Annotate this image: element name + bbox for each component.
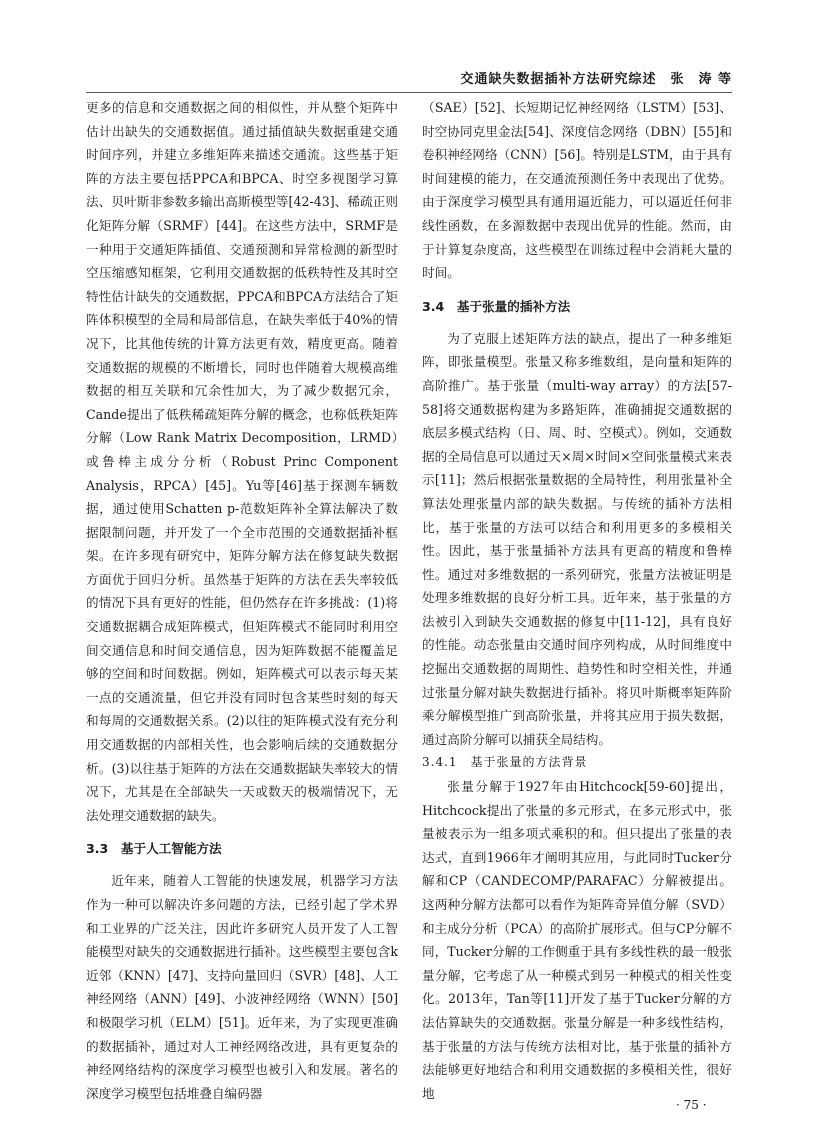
running-header — [86, 0, 732, 93]
section-heading-3-4: 3.4 基于张量的插补方法 — [422, 298, 571, 314]
right-paragraph-3: 张量分解于1927年由Hitchcock[59-60]提出，Hitchcock提出了张量的多元形式，在多元形式中，张量被表示为一组多项式乘积的和。但只提出了张量的表达式，直到1966年才阐明其应用，与此同时Tucker分解和CP（CANDECOMP/PARAFAC）分解被提出。这两种分解方法都可以看作为矩阵奇异值分解（SVD）和主成分分析（PCA）的高阶扩展形式。但与CP分解不同，Tucker分解的工作侧重于具有多线性秩的最一般张量分解，它考虑了从一种模式到另一种模式的相关性变化。2013年，Tan等[11]开发了基于Tucker分解的方法估算缺失的交通数据。张量分解是一种多线性结构，基于张量的方法与传统方法相对比，基于张量的插补方法能够更好地结合和利用交通数据的多模相关性，很好地 — [422, 779, 732, 1101]
header-rule — [86, 92, 732, 93]
left-column — [86, 96, 398, 1101]
left-paragraph-2: 近年来，随着人工智能的快速发展，机器学习方法作为一种可以解决许多问题的方法，已经引起了学术界和工业界的广泛关注，因此许多研究人员开发了人工智能模型对缺失的交通数据进行插补。这些模型主要包含k近邻（KNN）[47]、支持向量回归（SVR）[48]、人工神经网络（ANN）[49]、小波神经网络（WNN）[50]和极限学习机（ELM）[51]。近年来，为了实现更准确的数据插补，通过对人工神经网络改进，具有更复杂的神经网络结构的深度学习模型也被引入和发展。著名的深度学习模型包括堆叠自编码器 — [86, 873, 398, 1101]
running-title: 交通缺失数据插补方法研究综述 张 涛 等 — [460, 72, 732, 87]
right-column — [422, 96, 732, 1101]
section-heading-3-3: 3.3 基于人工智能方法 — [86, 841, 222, 857]
right-paragraph-1: （SAE）[52]、长短期记忆神经网络（LSTM）[53]、时空协同克里金法[54]、深度信念网络（DBN）[55]和卷积神经网络（CNN）[56]。特别是LSTM，由于具有时间建模的能力，在交通流预测任务中表现出了优势。由于深度学习模型具有通用逼近能力，可以逼近任何非线性函数，在多源数据中表现出优异的性能。然而，由于计算复杂度高，这些模型在训练过程中会消耗大量的时间。 — [422, 100, 732, 281]
right-paragraph-2: 为了克服上述矩阵方法的缺点，提出了一种多维矩阵，即张量模型。张量又称多维数组，是向量和矩阵的高阶推广。基于张量（multi-way array）的方法[57-58]将交通数据构建为多路矩阵，准确捕捉交通数据的底层多模式结构（日、周、时、空模式）。例如，交通数据的全局信息可以通过天×周×时间×空间张量模式来表示[11]；然后根据张量数据的全局特性，利用张量补全算法处理张量内部的缺失数据。与传统的插补方法相比，基于张量的方法可以结合和利用更多的多模相关性。因此，基于张量插补方法具有更高的精度和鲁棒性。通过对多维数据的一系列研究，张量方法被证明是处理多维数据的良好分析工具。近年来，基于张量的方法被引入到缺失交通数据的修复中[11-12]，具有良好的性能。动态张量由交通时间序列构成，从时间维度中挖掘出交通数据的周期性、趋势性和时空相关性，并通过张量分解对缺失数据进行插补。将贝叶斯概率矩阵阶乘分解模型推广到高阶张量，并将其应用于损失数据，通过高阶分解可以捕获全局结构。 — [422, 330, 732, 747]
page-number: · 75 · — [676, 1098, 707, 1112]
left-paragraph-1: 更多的信息和交通数据之间的相似性，并从整个矩阵中估计出缺失的交通数据值。通过插值缺失数据重建交通时间序列，并建立多维矩阵来描述交通流。这些基于矩阵的方法主要包括PPCA和BPCA、时空多视图学习算法、贝叶斯非参数多输出高斯模型等[42-43]、稀疏正则化矩阵分解（SRMF）[44]。在这些方法中，SRMF是一种用于交通矩阵插值、交通预测和异常检测的新型时空压缩感知框架，它利用交通数据的低秩特性及其时空特性估计缺失的交通数据，PPCA和BPCA方法结合了矩阵体积模型的全局和局部信息，在缺失率低于40%的情况下，比其他传统的计算方法更有效，精度更高。随着交通数据的规模的不断增长，同时也伴随着大规模高维数据的相互关联和冗余性加大，为了减少数据冗余，Cande提出了低秩稀疏矩阵分解的概念，也称低秩矩阵分解（Low Rank Matrix Decomposition，LRMD）或鲁棒主成分分析（Robust Princ Component Analysis，RPCA）[45]。Yu等[46]基于探测车辆数据，通过使用Schatten p-范数矩阵补全算法解决了数据限制问题，并开发了一个全市范围的交通数据插补框架。在许多现有研究中，矩阵分解方法在修复缺失数据方面优于回归分析。虽然基于矩阵的方法在丢失率较低的情况下具有更好的性能，但仍然存在许多挑战：(1)将交通数据耦合成矩阵模式，但矩阵模式不能同时利用空间交通信息和时间交通信息，因为矩阵数据不能覆盖足够的空间和时间数据。例如，矩阵模式可以表示每天某一点的交通流量，但它并没有同时包含某些时刻的每天和每周的交通数据关系。(2)以往的矩阵模式没有充分利用交通数据的内部相关性，也会影响后续的交通数据分析。(3)以往基于矩阵的方法在交通数据缺失率较大的情况下，尤其是在全部缺失一天或数天的极端情况下，无法处理交通数据的缺失。 — [86, 100, 398, 823]
subsection-heading-3-4-1: 3.4.1 基于张量的方法背景 — [422, 755, 588, 770]
